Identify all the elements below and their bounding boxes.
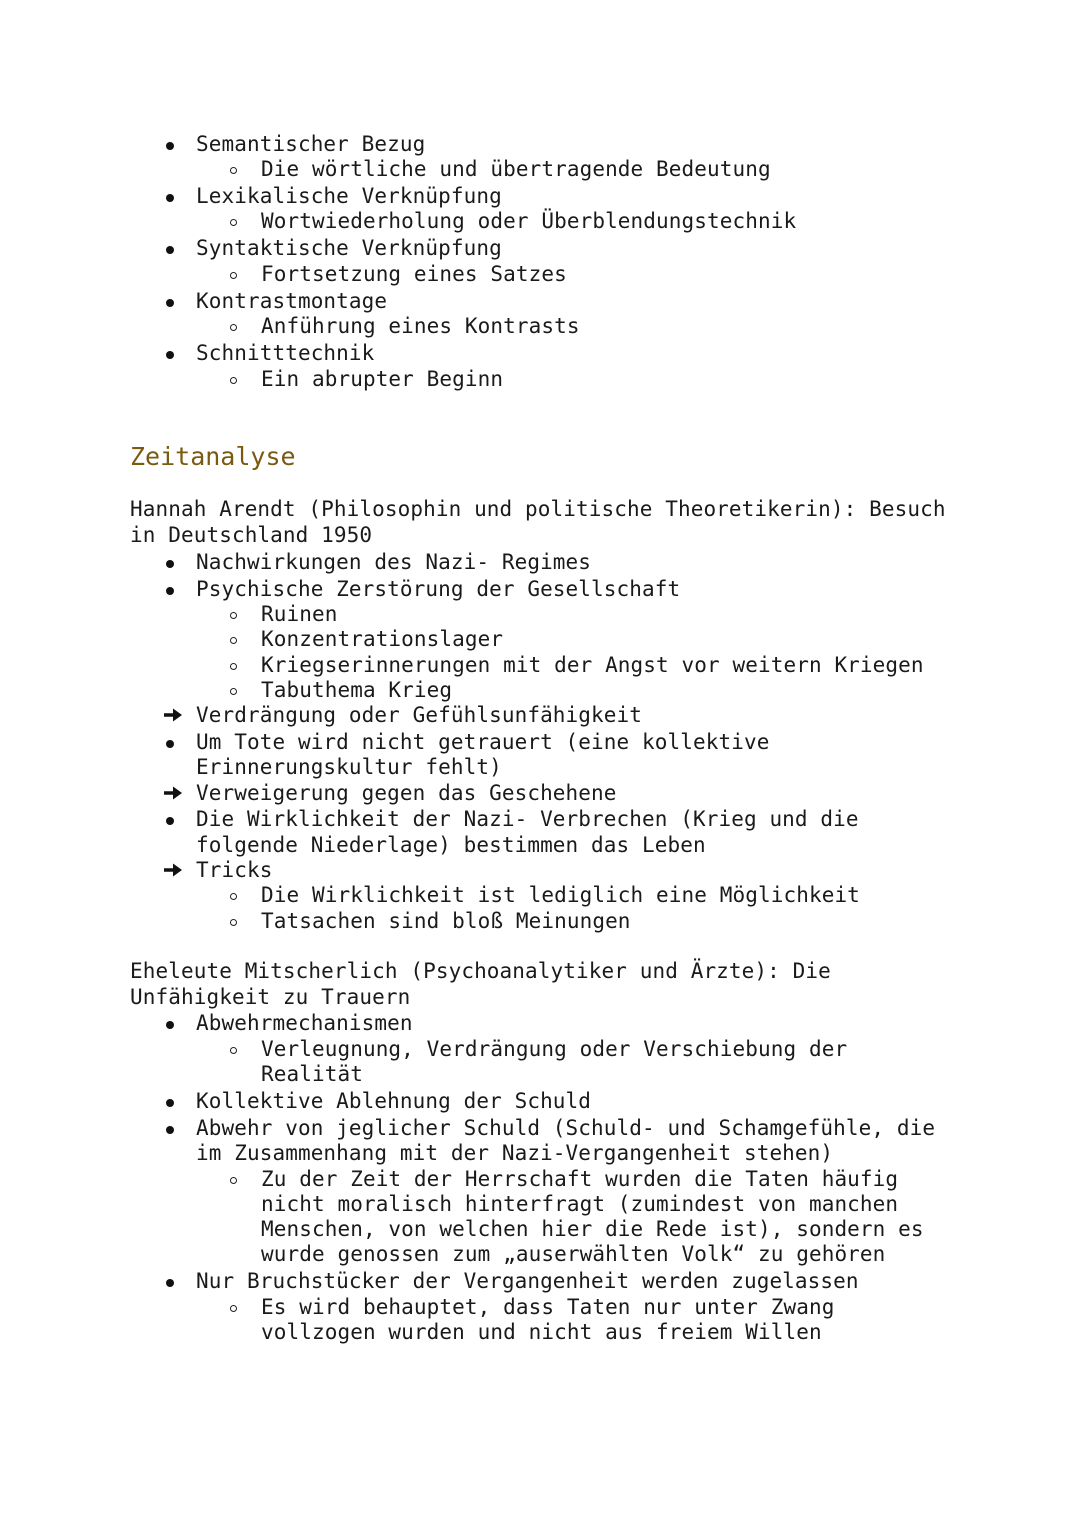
list-subitem: Konzentrationslager [261,627,504,651]
bullet-icon [166,740,174,748]
bullet-icon [166,1099,174,1107]
circle-bullet-icon [230,324,237,331]
list-item: Nachwirkungen des Nazi- Regimes [196,550,592,574]
list-item: Nur Bruchstücker der Vergangenheit werden zugelassen [196,1269,859,1293]
circle-bullet-icon [230,919,237,926]
circle-bullet-icon [230,219,237,226]
list-item: Abwehr von jeglicher Schuld (Schuld- und Schamgefühle, die [196,1116,936,1140]
list-item-continuation: folgende Niederlage) bestimmen das Leben [196,833,706,857]
list-subitem: Ruinen [261,602,338,626]
list-subitem-continuation: Realität [261,1062,363,1086]
bullet-icon [166,351,174,359]
list-item-continuation: im Zusammenhang mit der Nazi-Vergangenheit stehen) [196,1141,834,1165]
circle-bullet-icon [230,637,237,644]
list-subitem: Die wörtliche und übertragende Bedeutung [261,157,771,181]
bullet-icon [166,142,174,150]
conclusion-item: Tricks [196,858,273,882]
list-item: Die Wirklichkeit der Nazi- Verbrechen (Krieg und die [196,807,859,831]
list-subitem: Wortwiederholung oder Überblendungstechnik [261,209,797,233]
conclusion-item: Verweigerung gegen das Geschehene [196,781,617,805]
circle-bullet-icon [230,1177,237,1184]
paragraph-intro: Unfähigkeit zu Trauern [130,985,411,1009]
circle-bullet-icon [230,612,237,619]
list-subitem: Es wird behauptet, dass Taten nur unter Zwang [261,1295,835,1319]
circle-bullet-icon [230,167,237,174]
list-subitem: Kriegserinnerungen mit der Angst vor weitern Kriegen [261,653,924,677]
list-subitem-continuation: Menschen, von welchen hier die Rede ist), sondern es [261,1217,924,1241]
circle-bullet-icon [230,893,237,900]
bullet-icon [166,1279,174,1287]
bullet-icon [166,560,174,568]
arrow-right-icon [163,707,183,723]
list-item: Lexikalische Verknüpfung [196,184,502,208]
bullet-icon [166,587,174,595]
list-subitem: Anführung eines Kontrasts [261,314,580,338]
circle-bullet-icon [230,272,237,279]
list-subitem: Verleugnung, Verdrängung oder Verschiebung der [261,1037,848,1061]
paragraph-intro: in Deutschland 1950 [130,523,373,547]
list-item: Um Tote wird nicht getrauert (eine kollektive [196,730,770,754]
arrow-right-icon [163,785,183,801]
list-subitem: Ein abrupter Beginn [261,367,504,391]
circle-bullet-icon [230,377,237,384]
list-subitem: Die Wirklichkeit ist lediglich eine Möglichkeit [261,883,860,907]
list-subitem-continuation: vollzogen wurden und nicht aus freiem Willen [261,1320,822,1344]
paragraph-intro: Eheleute Mitscherlich (Psychoanalytiker und Ärzte): Die [130,959,831,983]
bullet-icon [166,194,174,202]
list-subitem: Tabuthema Krieg [261,678,453,702]
conclusion-item: Verdrängung oder Gefühlsunfähigkeit [196,703,643,727]
list-item: Semantischer Bezug [196,132,426,156]
bullet-icon [166,246,174,254]
list-item: Psychische Zerstörung der Gesellschaft [196,577,681,601]
list-item: Kollektive Ablehnung der Schuld [196,1089,592,1113]
list-subitem: Tatsachen sind bloß Meinungen [261,909,631,933]
list-item-continuation: Erinnerungskultur fehlt) [196,755,502,779]
bullet-icon [166,1021,174,1029]
circle-bullet-icon [230,1305,237,1312]
list-subitem-continuation: wurde genossen zum „auserwählten Volk“ zu gehören [261,1242,886,1266]
circle-bullet-icon [230,688,237,695]
bullet-icon [166,817,174,825]
list-item: Abwehrmechanismen [196,1011,413,1035]
list-item: Schnitttechnik [196,341,375,365]
circle-bullet-icon [230,1047,237,1054]
arrow-right-icon [163,862,183,878]
list-item: Syntaktische Verknüpfung [196,236,502,260]
bullet-icon [166,299,174,307]
section-heading: Zeitanalyse [130,442,296,471]
list-item: Kontrastmontage [196,289,388,313]
list-subitem: Zu der Zeit der Herrschaft wurden die Taten häufig [261,1167,899,1191]
circle-bullet-icon [230,663,237,670]
list-subitem-continuation: nicht moralisch hinterfragt (zumindest von manchen [261,1192,899,1216]
paragraph-intro: Hannah Arendt (Philosophin und politische Theoretikerin): Besuch [130,497,946,521]
bullet-icon [166,1126,174,1134]
list-subitem: Fortsetzung eines Satzes [261,262,567,286]
